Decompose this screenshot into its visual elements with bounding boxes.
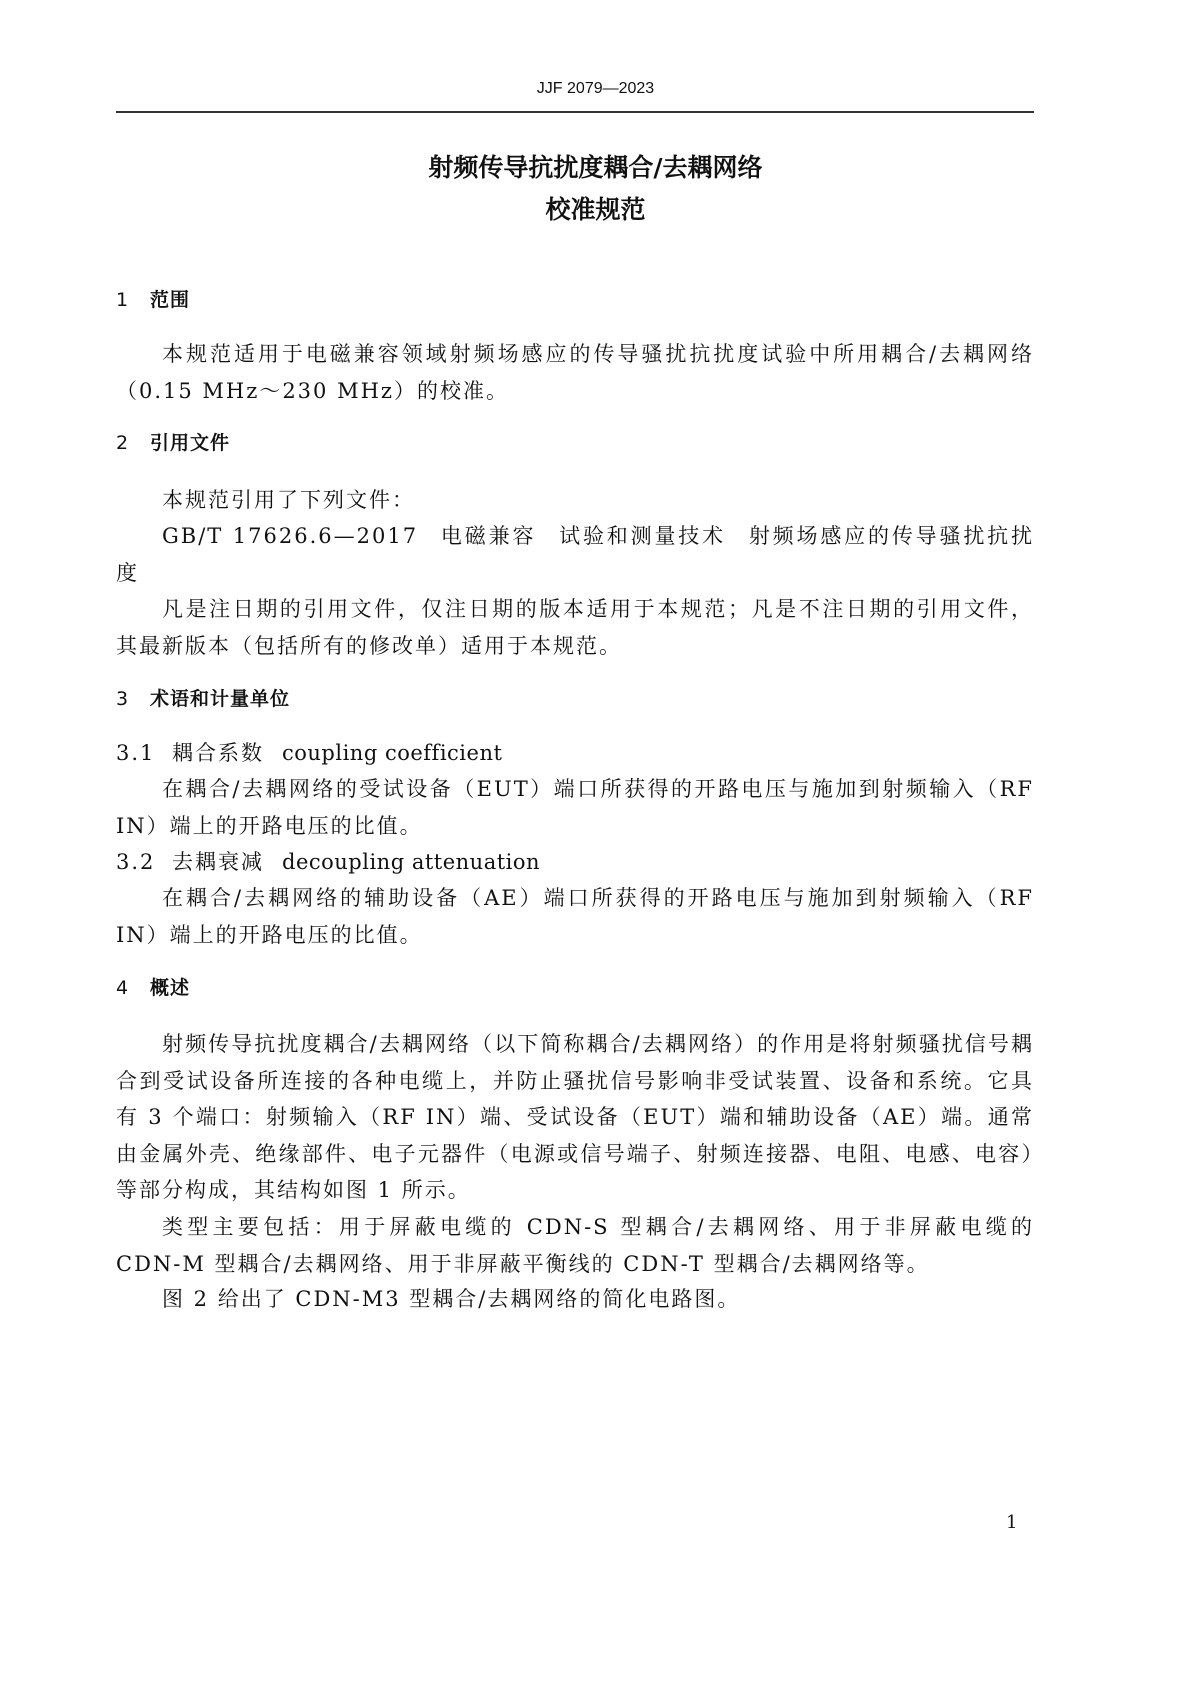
section-4-paragraph-2: 类型主要包括：用于屏蔽电缆的 CDN-S 型耦合/去耦网络、用于非屏蔽电缆的 CDN-M 型耦合/去耦网络、用于非屏蔽平衡线的 CDN-T 型耦合/去耦网络等。 [116,1215,1034,1276]
document-subtitle: 校准规范 [545,195,646,224]
term-english: coupling coefficient [282,741,503,765]
term-number: 3.2 [116,850,156,874]
document-code-header: JJF 2079—2023 [536,80,655,97]
section-title: 术语和计量单位 [150,688,291,710]
page-number: 1 [1006,1512,1018,1533]
section-1-heading [116,282,1034,319]
section-4-paragraph-3: 图 2 给出了 CDN-M3 型耦合/去耦网络的简化电路图。 [162,1287,741,1311]
section-4-paragraph-1: 射频传导抗扰度耦合/去耦网络（以下简称耦合/去耦网络）的作用是将射频骚扰信号耦合到受试设备所连接的各种电缆上，并防止骚扰信号影响非受试装置、设备和系统。它具有 3 个端口：射频输入（RF IN）端、受试设备（EUT）端和辅助设备（AE）端。通常由金属外壳、绝缘部件、电子元器件（电源或信号端子、射频连接器、电阻、电感、电容）等部分构成，其结构如图 1 所示。 [116,1032,1034,1202]
term-chinese: 去耦衰减 [172,850,264,874]
term-3-2 [116,844,1034,881]
section-1-paragraph: 本规范适用于电磁兼容领域射频场感应的传导骚扰抗扰度试验中所用耦合/去耦网络（0.15 MHz～230 MHz）的校准。 [116,342,1034,403]
section-number: 1 [116,289,130,311]
section-number: 3 [116,688,130,710]
normative-reference [116,518,1034,591]
section-title: 引用文件 [150,432,231,454]
section-title: 概述 [150,977,191,999]
term-3-1-definition: 在耦合/去耦网络的受试设备（EUT）端口所获得的开路电压与施加到射频输入（RF IN）端上的开路电压的比值。 [116,777,1034,838]
reference-title-b: 试验和测量技术 [558,524,726,548]
reference-code: GB/T 17626.6—2017 [162,524,419,548]
term-number: 3.1 [116,741,156,765]
term-3-2-definition: 在耦合/去耦网络的辅助设备（AE）端口所获得的开路电压与施加到射频输入（RF IN）端上的开路电压的比值。 [116,886,1034,947]
section-2-heading [116,425,1034,462]
term-3-1 [116,735,1034,772]
section-2-intro: 本规范引用了下列文件： [162,488,415,512]
section-title: 范围 [150,289,191,311]
section-number: 2 [116,432,130,454]
term-english: decoupling attenuation [282,850,541,874]
section-number: 4 [116,977,130,999]
reference-title-a: 电磁兼容 [440,524,537,548]
term-chinese: 耦合系数 [172,741,264,765]
section-4-heading [116,970,1034,1007]
section-2-paragraph: 凡是注日期的引用文件，仅注日期的版本适用于本规范；凡是不注日期的引用文件，其最新版本（包括所有的修改单）适用于本规范。 [116,597,1034,658]
reference-title-c: 射频场感应的传导骚扰抗扰度 [116,524,1035,585]
section-3-heading [116,681,1034,718]
document-title: 射频传导抗扰度耦合/去耦网络 [428,153,763,182]
header-rule [116,111,1034,113]
